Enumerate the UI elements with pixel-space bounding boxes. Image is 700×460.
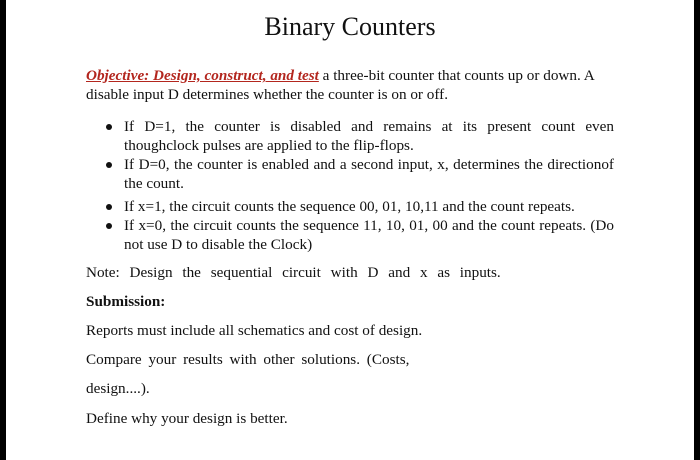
left-border [0,0,6,460]
list-item [106,197,614,216]
list-item [106,117,614,155]
submission-heading: Submission: [86,293,166,310]
list-item-text: If D=0, the counter is enabled and a second input, x, determines the directionof the count. [124,156,614,192]
right-border [694,0,700,460]
requirements-list [106,117,614,254]
objective-paragraph [86,66,626,104]
bullet-icon [106,223,112,229]
list-item [106,155,614,193]
compare-line: Compare your results with other solutions. (Costs, [86,351,410,368]
bullet-icon [106,124,112,130]
page-title: Binary Counters [264,12,436,41]
reports-line: Reports must include all schematics and cost of design. [86,322,423,339]
bullet-icon [106,162,112,168]
objective-label: Objective: Design, construct, and test [86,67,319,84]
design-line: design....). [86,380,150,397]
list-item [106,216,614,254]
define-line: Define why your design is better. [86,410,288,427]
note-line: Note: Design the sequential circuit with D and x as inputs. [86,264,501,281]
list-item-text: If x=0, the circuit counts the sequence 11, 10, 01, 00 and the count repeats. (Do not use D to disable the Clock) [124,217,614,253]
list-item-text: If D=1, the counter is disabled and remains at its present count even thoughclock pulses are applied to the flip-flops. [124,118,614,154]
list-item-text: If x=1, the circuit counts the sequence 00, 01, 10,11 and the count repeats. [124,198,575,215]
bullet-icon [106,204,112,210]
objective-text: a three-bit counter that counts up or down. A disable input D determines whether the counter is on or off. [86,67,594,103]
